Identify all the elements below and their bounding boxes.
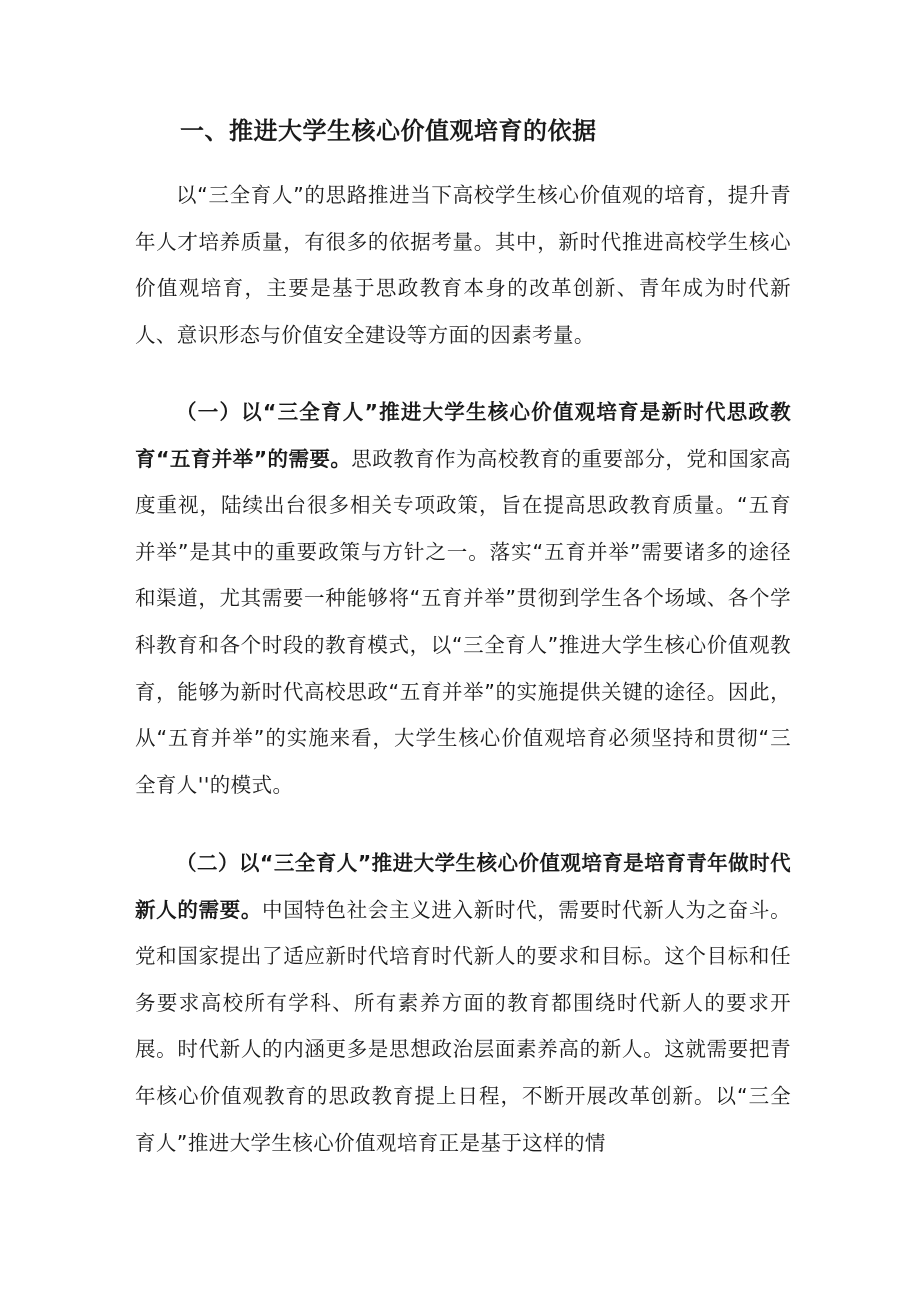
section-heading: 一、推进大学生核心价值观培育的依据: [180, 117, 597, 145]
paragraph-point-one-lead: （一）以“三全育人”推进大学生核心价值观培育是新时代思政教育“五育并举”的需要。: [135, 400, 791, 471]
paragraph-point-one: [135, 389, 791, 808]
paragraph-point-two-body: 中国特色社会主义进入新时代，需要时代新人为之奋斗。党和国家提出了适应新时代培育时代新人的要求和目标。这个目标和任务要求高校所有学科、所有素养方面的教育都围绕时代新人的要求开展。时代新人的内涵更多是思想政治层面素养高的新人。这就需要把青年核心价值观教育的思政教育提上日程，不断开展改革创新。以“三全育人”推进大学生核心价值观培育正是基于这样的情: [135, 897, 792, 1155]
paragraph-point-two-lead: （二）以“三全育人”推进大学生核心价值观培育是培育青年做时代新人的需要。: [135, 851, 791, 922]
paragraph-point-one-body: 思政教育作为高校教育的重要部分，党和国家高度重视，陆续出台很多相关专项政策，旨在提高思政教育质量。“五育并举”是其中的重要政策与方针之一。落实“五育并举”需要诸多的途径和渠道，尤其需要一种能够将“五育并举”贯彻到学生各个场域、各个学科教育和各个时段的教育模式，以“三全育人”推进大学生核心价值观教育，能够为新时代高校思政“五育并举”的实施提供关键的途径。因此，从“五育并举”的实施来看，大学生核心价值观培育必须坚持和贯彻“三全育人''的模式。: [135, 446, 791, 797]
paragraph-intro: 以“三全育人”的思路推进当下高校学生核心价值观的培育，提升青年人才培养质量，有很多的依据考量。其中，新时代推进高校学生核心价值观培育，主要是基于思政教育本身的改革创新、青年成为时代新人、意识形态与价值安全建设等方面的因素考量。: [135, 183, 791, 347]
paragraph-point-two: [135, 840, 791, 1166]
